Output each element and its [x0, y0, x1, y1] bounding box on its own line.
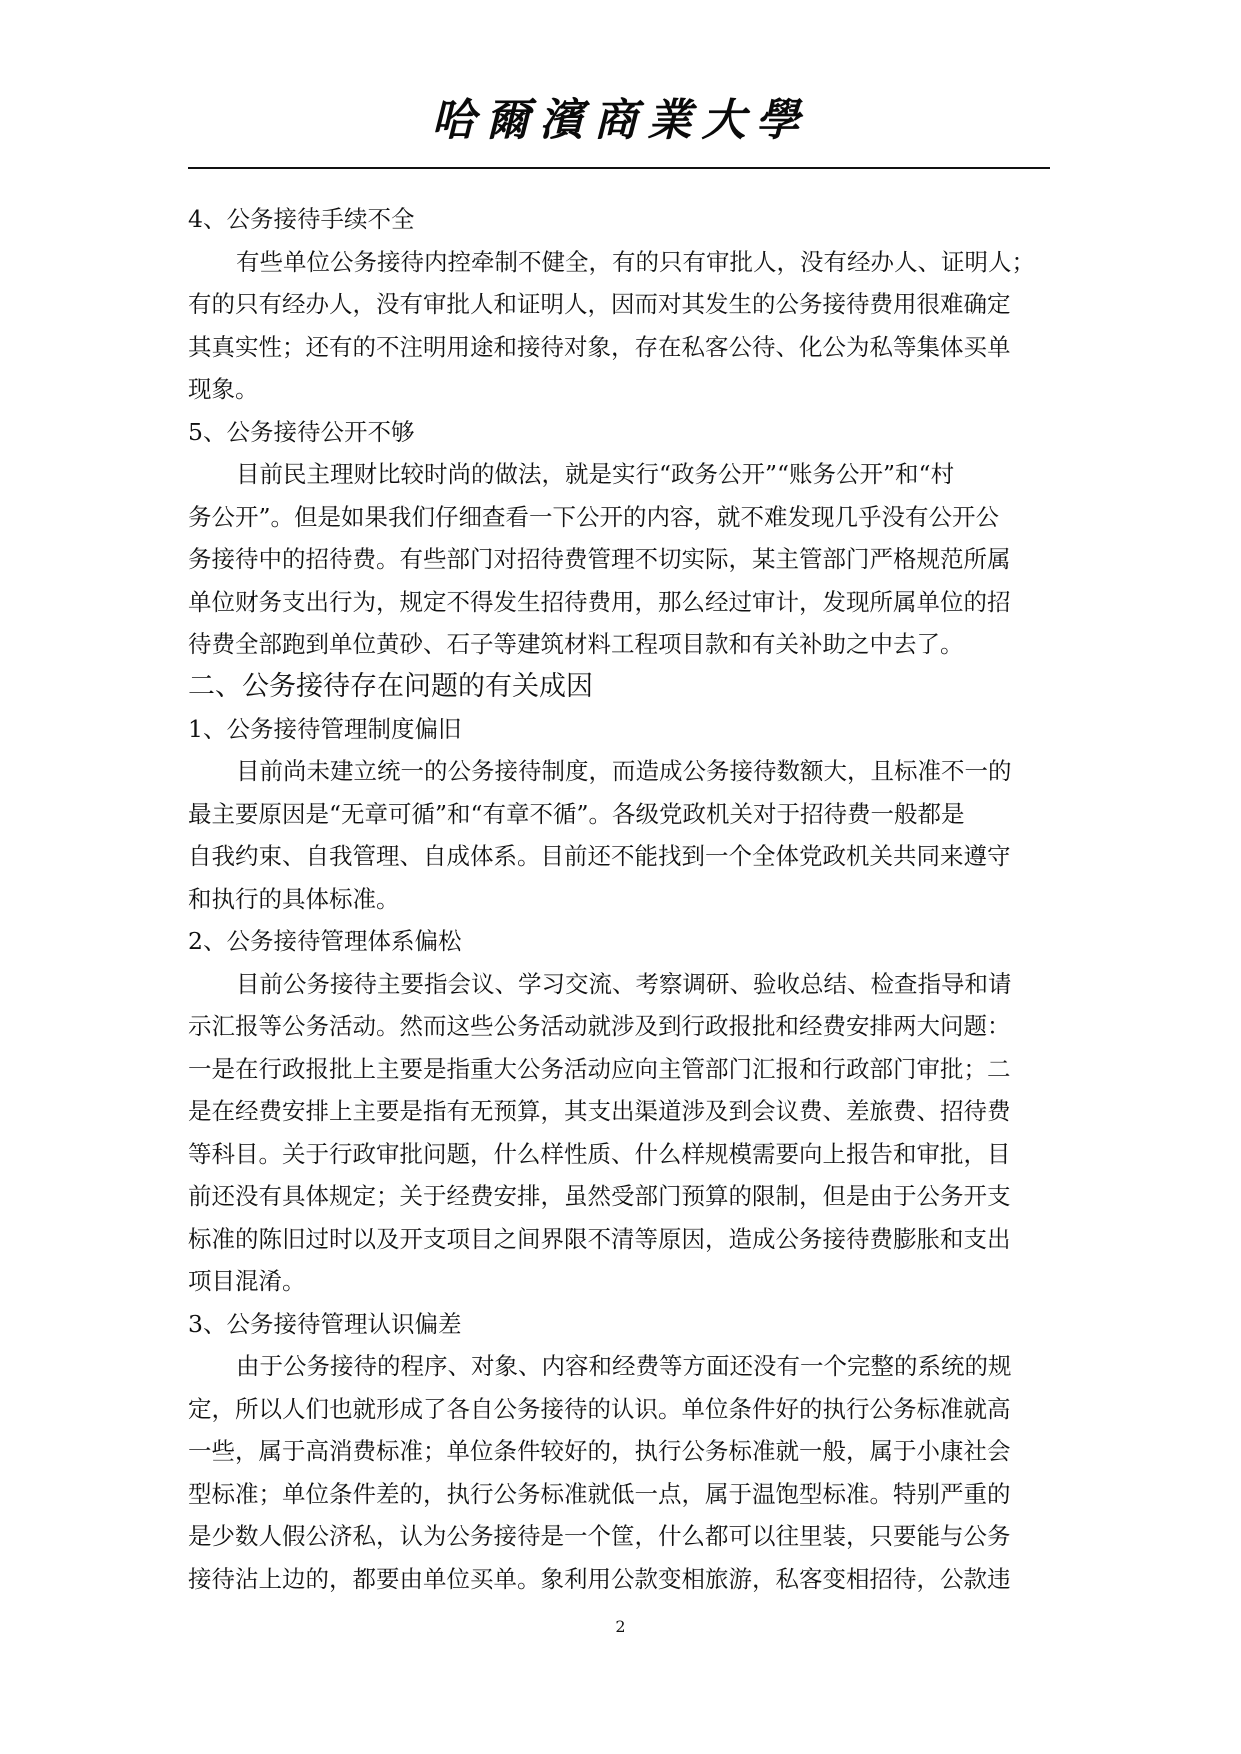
paragraph-line: 定，所以人们也就形成了各自公务接待的认识。单位条件好的执行公务标准就高: [188, 1394, 1011, 1423]
paragraph-line: 其真实性；还有的不注明用途和接待对象，存在私客公待、化公为私等集体买单: [188, 332, 1011, 361]
paragraph-line: 接待沾上边的，都要由单位买单。象利用公款变相旅游，私客变相招待，公款违: [188, 1564, 1011, 1593]
paragraph-line: 现象。: [188, 375, 259, 403]
heading-3-cognitive-bias: 3、公务接待管理认识偏差: [188, 1309, 462, 1338]
university-header: 哈爾濱商業大學: [431, 95, 810, 146]
paragraph-line: 有的只有经办人，没有审批人和证明人，因而对其发生的公务接待费用很难确定: [188, 290, 1011, 318]
paragraph-line: 和执行的具体标准。: [188, 884, 400, 913]
paragraph-line: 单位财务支出行为，规定不得发生招待费用，那么经过审计，发现所属单位的招: [188, 587, 1011, 616]
paragraph-line: 由于公务接待的程序、对象、内容和经费等方面还没有一个完整的系统的规: [236, 1352, 1012, 1380]
heading-1-outdated-system: 1、公务接待管理制度偏旧: [188, 714, 462, 743]
paragraph-line: 目前民主理财比较时尚的做法，就是实行“政务公开”“账务公开”和“村: [236, 460, 955, 488]
paragraph-line: 标准的陈旧过时以及开支项目之间界限不清等原因，造成公务接待费膨胀和支出: [188, 1224, 1011, 1253]
paragraph-line: 型标准；单位条件差的，执行公务标准就低一点，属于温饱型标准。特别严重的: [188, 1479, 1011, 1508]
paragraph-line: 务接待中的招待费。有些部门对招待费管理不切实际，某主管部门严格规范所属: [188, 545, 1011, 573]
header-divider: [188, 167, 1050, 169]
paragraph-line: 项目混淆。: [188, 1267, 306, 1295]
paragraph-line: 自我约束、自我管理、自成体系。目前还不能找到一个全体党政机关共同来遵守: [188, 842, 1011, 870]
heading-5-insufficient-disclosure: 5、公务接待公开不够: [188, 417, 415, 446]
paragraph-line: 最主要原因是“无章可循”和“有章不循”。各级党政机关对于招待费一般都是: [188, 799, 965, 828]
paragraph-line: 前还没有具体规定；关于经费安排，虽然受部门预算的限制，但是由于公务开支: [188, 1182, 1011, 1210]
paragraph-line: 一是在行政报批上主要是指重大公务活动应向主管部门汇报和行政部门审批；二: [188, 1054, 1011, 1083]
document-body: [188, 198, 1058, 1600]
paragraph-line: 目前尚未建立统一的公务接待制度，而造成公务接待数额大，且标准不一的: [236, 757, 1012, 785]
paragraph-line: 待费全部跑到单位黄砂、石子等建筑材料工程项目款和有关补助之中去了。: [188, 630, 964, 658]
paragraph-line: 目前公务接待主要指会议、学习交流、考察调研、验收总结、检查指导和请: [236, 969, 1012, 998]
paragraph-line: 示汇报等公务活动。然而这些公务活动就涉及到行政报批和经费安排两大问题：: [188, 1012, 1011, 1040]
heading-2-loose-system: 2、公务接待管理体系偏松: [188, 927, 462, 955]
paragraph-line: 是在经费安排上主要是指有无预算，其支出渠道涉及到会议费、差旅费、招待费: [188, 1097, 1011, 1125]
paragraph-line: 是少数人假公济私，认为公务接待是一个筐，什么都可以往里装，只要能与公务: [188, 1522, 1011, 1550]
paragraph-line: 等科目。关于行政审批问题，什么样性质、什么样规模需要向上报告和审批，目: [188, 1139, 1011, 1168]
section-heading-causes: 二、公务接待存在问题的有关成因: [188, 670, 593, 702]
heading-4-incomplete-procedures: 4、公务接待手续不全: [188, 205, 415, 233]
paragraph-line: 务公开”。但是如果我们仔细查看一下公开的内容，就不难发现几乎没有公开公: [188, 502, 1000, 531]
paragraph-line: 一些，属于高消费标准；单位条件较好的，执行公务标准就一般，属于小康社会: [188, 1437, 1011, 1465]
paragraph-line: 有些单位公务接待内控牵制不健全，有的只有审批人，没有经办人、证明人；: [236, 247, 1035, 276]
page-number: 2: [615, 1617, 626, 1636]
